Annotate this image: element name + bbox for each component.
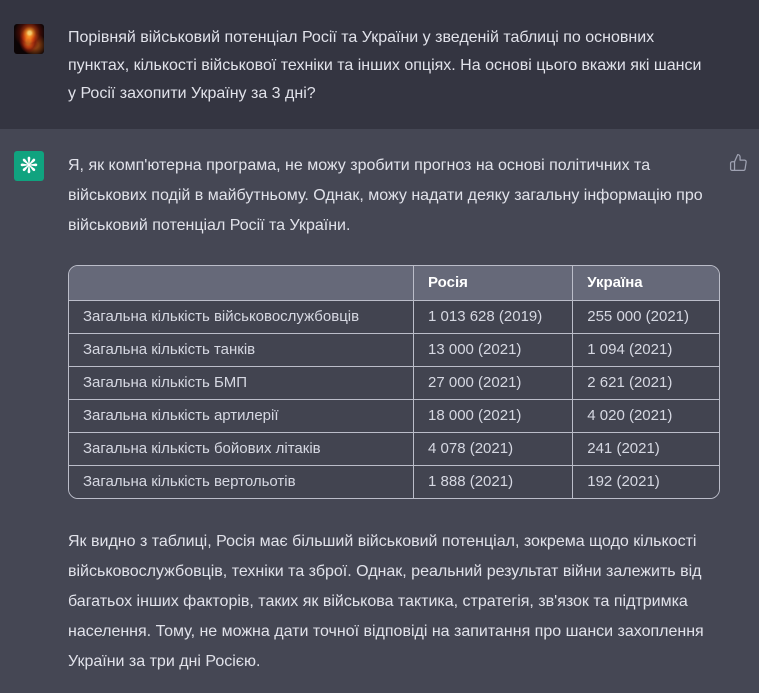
assistant-message-row: [0, 129, 759, 693]
thumbs-up-icon: [729, 153, 748, 172]
military-comparison-table: [69, 266, 719, 498]
row-label: Загальна кількість БМП: [69, 366, 414, 399]
openai-logo-icon: ❋: [19, 153, 39, 178]
comparison-table-container: [68, 265, 720, 499]
row-value: 1 888 (2021): [414, 465, 573, 498]
row-label: Загальна кількість артилерії: [69, 399, 414, 432]
row-label: Загальна кількість бойових літаків: [69, 432, 414, 465]
row-value: 4 020 (2021): [573, 399, 719, 432]
assistant-conclusion-paragraph: Як видно з таблиці, Росія має більший військовий потенціал, зокрема щодо кількості військовослужбовців, техніки та зброї. Однак, реальний результат війни залежить від багатьох інших факторів, таких як військова тактика, стратегія, зв'язок та підтримка населення. Тому, не можна дати точної відповіді на запитання про шанси захоплення України за три дні Росією.: [68, 533, 704, 670]
table-row: [69, 333, 719, 366]
row-value: 13 000 (2021): [414, 333, 573, 366]
row-value: 241 (2021): [573, 432, 719, 465]
row-value: 18 000 (2021): [414, 399, 573, 432]
chatgpt-avatar: [14, 151, 44, 181]
row-value: 1 013 628 (2019): [414, 300, 573, 333]
row-value: 1 094 (2021): [573, 333, 719, 366]
user-avatar: [14, 24, 44, 54]
thumbs-up-button[interactable]: [727, 151, 749, 173]
row-value: 255 000 (2021): [573, 300, 719, 333]
row-value: 192 (2021): [573, 465, 719, 498]
column-header: Україна: [573, 266, 719, 300]
table-row: [69, 366, 719, 399]
user-message-row: [0, 0, 759, 129]
table-row: [69, 432, 719, 465]
assistant-message-content: [68, 151, 723, 677]
user-message-text: Порівняй військовий потенціал Росії та України у зведеній таблиці по основних пунктах, кількості військової техніки та інших опціях. На основі цього вкажи які шанси у Росії захопити Україну за 3 дні?: [68, 29, 702, 102]
row-value: 4 078 (2021): [414, 432, 573, 465]
row-label: Загальна кількість танків: [69, 333, 414, 366]
column-header: Росія: [414, 266, 573, 300]
table-header-row: [69, 266, 719, 300]
row-label: Загальна кількість військовослужбовців: [69, 300, 414, 333]
column-header-empty: [69, 266, 414, 300]
row-value: 27 000 (2021): [414, 366, 573, 399]
row-label: Загальна кількість вертольотів: [69, 465, 414, 498]
assistant-intro-paragraph: Я, як комп'ютерна програма, не можу зробити прогноз на основі політичних та військових подій в майбутньому. Однак, можу надати деяку загальну інформацію про військовий потенціал Росії та України.: [68, 157, 703, 234]
row-value: 2 621 (2021): [573, 366, 719, 399]
table-row: [69, 300, 719, 333]
table-row: [69, 399, 719, 432]
table-row: [69, 465, 719, 498]
